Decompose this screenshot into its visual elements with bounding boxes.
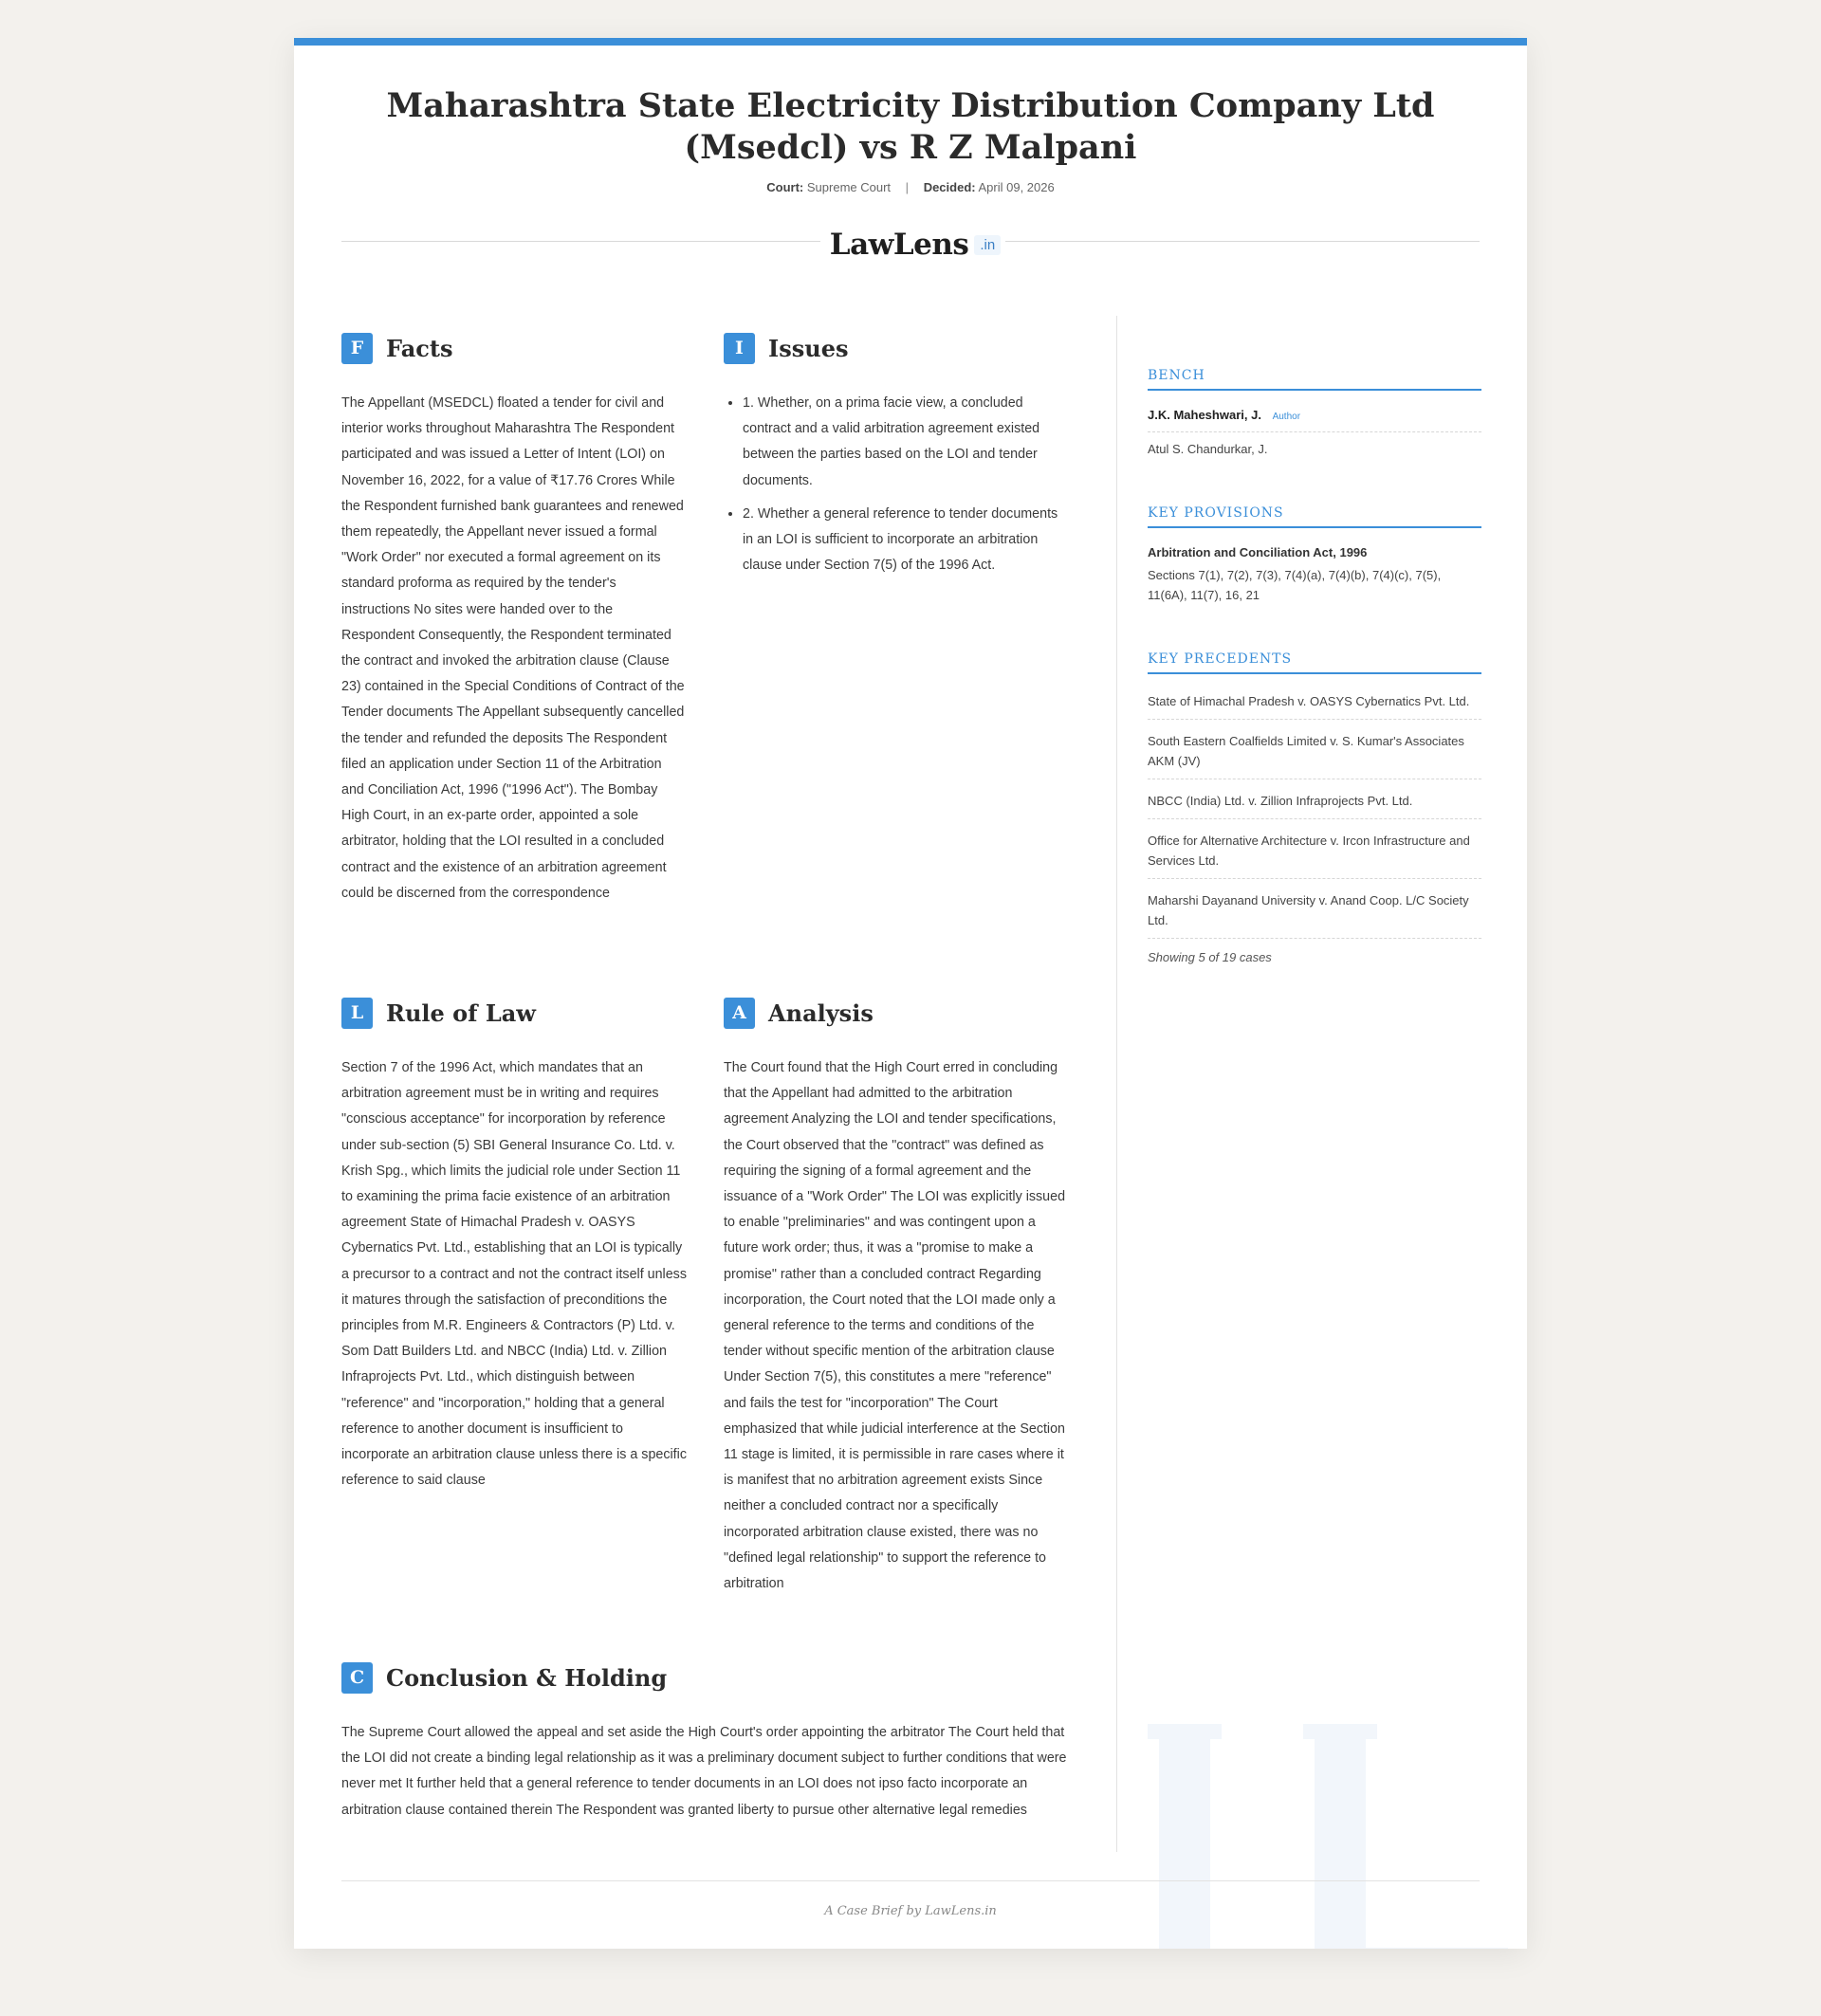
brand-divider bbox=[341, 226, 1480, 264]
precedents-panel bbox=[1148, 651, 1481, 964]
bench-judge bbox=[1148, 408, 1481, 432]
issues-list bbox=[724, 391, 1069, 578]
facts-badge: F bbox=[341, 333, 373, 364]
meta-separator: | bbox=[905, 180, 910, 194]
facts-title: Facts bbox=[386, 334, 453, 362]
divider-line-left bbox=[341, 241, 820, 242]
precedents-count: Showing 5 of 19 cases bbox=[1148, 950, 1272, 964]
footer-credit: A Case Brief by LawLens.in bbox=[824, 1904, 997, 1918]
bench-heading: BENCH bbox=[1148, 368, 1481, 391]
case-title: Maharashtra State Electricity Distribution Company Ltd (Msedcl) vs R Z Malpani bbox=[386, 86, 1435, 167]
column-divider bbox=[1116, 316, 1117, 1852]
facts-body: The Appellant (MSEDCL) floated a tender for civil and interior works throughout Maharashtra The Respondent participated and was issued a Letter of Intent (LOI) on November 16, 2022, for a value of ₹17.76 Crores While the Respondent furnished bank guarantees and renewed them repeatedly, the Appellant never issued a formal "Work Order" nor executed a formal agreement on its standard proforma as required by the tender's instructions No sites were handed over to the Respondent Consequently, the Respondent terminated the contract and invoked the arbitration clause (Clause 23) contained in the Special Conditions of Contract of the Tender documents The Appellant subsequently cancelled the tender and refunded the deposits The Respondent filed an application under Section 11 of the Arbitration and Conciliation Act, 1996 ("1996 Act"). The Bombay High Court, in an ex-parte order, appointed a sole arbitrator, holding that the LOI resulted in a concluded contract and the existence of an arbitration agreement could be discerned from the correspondence bbox=[341, 395, 685, 901]
provision-act: Arbitration and Conciliation Act, 1996 bbox=[1148, 545, 1368, 559]
precedent-item[interactable]: State of Himachal Pradesh v. OASYS Cybernatics Pvt. Ltd. bbox=[1148, 691, 1481, 720]
case-brief-card bbox=[294, 38, 1527, 1949]
rule-section bbox=[341, 997, 692, 1494]
issues-section bbox=[724, 332, 1069, 586]
precedent-item[interactable]: Maharshi Dayanand University v. Anand Coop. L/C Society Ltd. bbox=[1148, 890, 1481, 939]
author-tag: Author bbox=[1272, 412, 1301, 422]
brand-logo bbox=[829, 226, 996, 264]
precedent-item[interactable]: NBCC (India) Ltd. v. Zillion Infraprojects Pvt. Ltd. bbox=[1148, 791, 1481, 819]
provision-sections: Sections 7(1), 7(2), 7(3), 7(4)(a), 7(4)(b), 7(4)(c), 7(5), 11(6A), 11(7), 16, 21 bbox=[1148, 568, 1442, 602]
divider-line-right bbox=[1005, 241, 1480, 242]
decided-label: Decided: bbox=[923, 180, 976, 194]
issue-item: • 1. Whether, on a prima facie view, a concluded contract and a valid arbitration agreement existed between the parties based on the LOI and tender documents. bbox=[743, 391, 1069, 494]
facts-section bbox=[341, 332, 685, 907]
precedent-item[interactable]: Office for Alternative Architecture v. Ircon Infrastructure and Services Ltd. bbox=[1148, 831, 1481, 879]
conclusion-section bbox=[341, 1661, 1072, 1824]
conclusion-body: The Supreme Court allowed the appeal and set aside the High Court's order appointing the arbitrator The Court held that the LOI did not create a binding legal relationship as it was a preliminary document subject to further conditions that were never met It further held that a general reference to tender documents in an LOI does not ipso facto incorporate an arbitration clause contained therein The Respondent was granted liberty to pursue other alternative legal remedies bbox=[341, 1725, 1067, 1818]
rule-title: Rule of Law bbox=[386, 999, 536, 1027]
court-label: Court: bbox=[766, 180, 804, 194]
court-value: Supreme Court bbox=[806, 180, 892, 194]
brand-name: LawLens bbox=[829, 228, 969, 262]
footer-divider bbox=[341, 1880, 1480, 1881]
decided-value: April 09, 2026 bbox=[978, 180, 1055, 194]
issue-item: • 2. Whether a general reference to tender documents in an LOI is sufficient to incorporate an arbitration clause under Section 7(5) of the 1996 Act. bbox=[743, 502, 1069, 579]
precedents-heading: KEY PRECEDENTS bbox=[1148, 651, 1481, 674]
precedent-item[interactable]: South Eastern Coalfields Limited v. S. Kumar's Associates AKM (JV) bbox=[1148, 731, 1481, 779]
judge-name: Atul S. Chandurkar, J. bbox=[1148, 442, 1268, 456]
judge-name: J.K. Maheshwari, J. bbox=[1148, 408, 1261, 422]
brand-tld: .in bbox=[974, 235, 1001, 255]
analysis-body: The Court found that the High Court erred in concluding that the Appellant had admitted to the arbitration agreement Analyzing the LOI and tender specifications, the Court observed that the "contract" was defined as requiring the signing of a formal agreement and the issuance of a "Work Order" The LOI was explicitly issued to enable "preliminaries" and was contingent upon a future work order; thus, it was a "promise to make a promise" rather than a concluded contract Regarding incorporation, the Court noted that the LOI made only a general reference to the terms and conditions of the tender without specific mention of the arbitration clause Under Section 7(5), this constitutes a mere "reference" and fails the test for "incorporation" The Court emphasized that while judicial interference at the Section 11 stage is limited, it is permissible in rare cases where it is manifest that no arbitration agreement exists Since neither a concluded contract nor a specifically incorporated arbitration clause existed, there was no "defined legal relationship" to support the reference to arbitration bbox=[724, 1060, 1066, 1592]
provisions-panel bbox=[1148, 505, 1481, 605]
conclusion-title: Conclusion & Holding bbox=[386, 1663, 668, 1692]
issues-title: Issues bbox=[768, 334, 849, 362]
provisions-heading: KEY PROVISIONS bbox=[1148, 505, 1481, 528]
analysis-badge: A bbox=[724, 998, 755, 1029]
analysis-title: Analysis bbox=[768, 999, 874, 1027]
bench-panel bbox=[1148, 368, 1481, 475]
conclusion-badge: C bbox=[341, 1662, 373, 1694]
rule-badge: L bbox=[341, 998, 373, 1029]
rule-body: Section 7 of the 1996 Act, which mandates that an arbitration agreement must be in writing and requires "conscious acceptance" for incorporation by reference under sub-section (5) SBI General Insurance Co. Ltd. v. Krish Spg., which limits the judicial role under Section 11 to examining the prima facie existence of an arbitration agreement State of Himachal Pradesh v. OASYS Cybernatics Pvt. Ltd., establishing that an LOI is typically a precursor to a contract and not the contract itself unless it matures through the satisfaction of preconditions the principles from M.R. Engineers & Contractors (P) Ltd. v. Som Datt Builders Ltd. and NBCC (India) Ltd. v. Zillion Infraprojects Pvt. Ltd., which distinguish between "reference" and "incorporation," holding that a general reference to another document is insufficient to incorporate an arbitration clause unless there is a specific reference to said clause bbox=[341, 1060, 687, 1489]
analysis-section bbox=[724, 997, 1071, 1597]
bench-judge bbox=[1148, 442, 1481, 466]
issues-badge: I bbox=[724, 333, 755, 364]
case-meta bbox=[341, 180, 1480, 194]
